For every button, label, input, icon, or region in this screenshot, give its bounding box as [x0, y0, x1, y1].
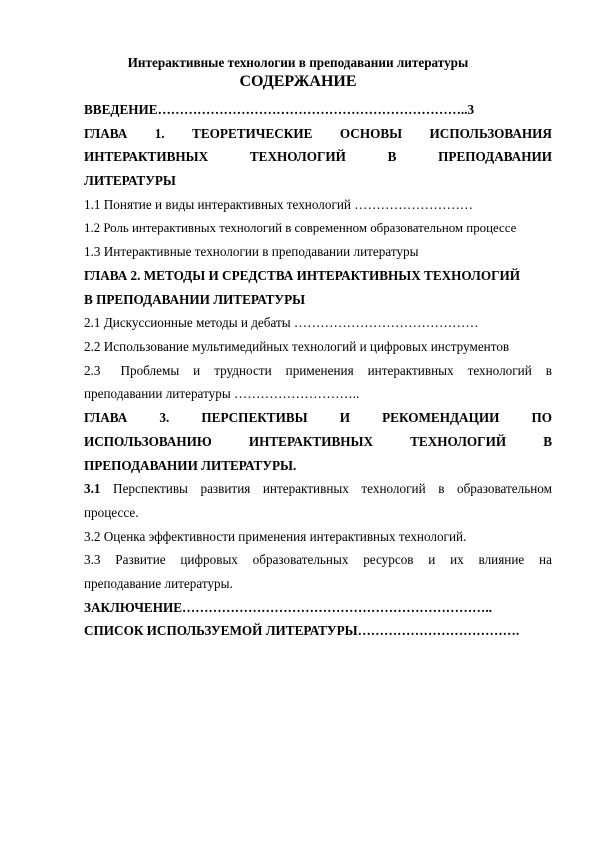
toc-section-2-1: 2.1 Дискуссионные методы и дебаты ……………………………………	[84, 315, 479, 331]
toc-section-3-1-line-2: процессе.	[84, 504, 139, 520]
toc-section-2-2: 2.2 Использование мультимедийных технологий и цифровых инструментов	[84, 339, 510, 355]
toc-intro: ВВЕДЕНИЕ……………………………………………………………..3	[84, 102, 475, 117]
toc-chapter-1-line-3: ЛИТЕРАТУРЫ	[84, 173, 176, 189]
table-of-contents	[84, 98, 552, 643]
toc-references: СПИСОК ИСПОЛЬЗУЕМОЙ ЛИТЕРАТУРЫ……………………………….	[84, 623, 520, 639]
toc-section-1-2: 1.2 Роль интерактивных технологий в современном образовательном процессе	[84, 220, 517, 235]
toc-section-3-2: 3.2 Оценка эффективности применения интерактивных технологий.	[84, 528, 467, 544]
toc-chapter-1-line-2: ИНТЕРАКТИВНЫХ ТЕХНОЛОГИЙ В ПРЕПОДАВАНИИ	[84, 149, 552, 165]
toc-chapter-3-line-3: ПРЕПОДАВАНИИ ЛИТЕРАТУРЫ.	[84, 457, 297, 473]
document-title: Интерактивные технологии в преподавании литературы	[127, 55, 469, 70]
toc-chapter-1-line-1: ГЛАВА 1. ТЕОРЕТИЧЕСКИЕ ОСНОВЫ ИСПОЛЬЗОВАНИЯ	[84, 125, 552, 141]
toc-section-2-3-line-1: 2.3 Проблемы и трудности применения интерактивных технологий в	[84, 362, 552, 378]
toc-chapter-3-line-2: ИСПОЛЬЗОВАНИЮ ИНТЕРАКТИВНЫХ ТЕХНОЛОГИЙ В	[84, 433, 552, 449]
toc-conclusion: ЗАКЛЮЧЕНИЕ……………………………………………………………..	[84, 599, 492, 615]
toc-chapter-2-line-1: ГЛАВА 2. МЕТОДЫ И СРЕДСТВА ИНТЕРАКТИВНЫХ ТЕХНОЛОГИЙ	[84, 267, 521, 283]
toc-section-3-3-line-1: 3.3 Развитие цифровых образовательных ресурсов и их влияние на	[84, 552, 552, 568]
toc-chapter-2-line-2: В ПРЕПОДАВАНИИ ЛИТЕРАТУРЫ	[84, 291, 306, 307]
toc-chapter-3-line-1: ГЛАВА 3. ПЕРСПЕКТИВЫ И РЕКОМЕНДАЦИИ ПО	[84, 410, 552, 426]
toc-section-3-1-line-1: 3.1 Перспективы развития интерактивных технологий в образовательном	[84, 481, 552, 497]
contents-heading: СОДЕРЖАНИЕ	[239, 73, 357, 90]
toc-section-1-1: 1.1 Понятие и виды интерактивных технологий ………………………	[84, 196, 473, 212]
toc-section-2-3-line-2: преподавании литературы ………………………..	[84, 386, 360, 402]
toc-section-1-3: 1.3 Интерактивные технологии в преподавании литературы	[84, 244, 419, 260]
toc-section-3-3-line-2: преподавание литературы.	[84, 576, 233, 592]
